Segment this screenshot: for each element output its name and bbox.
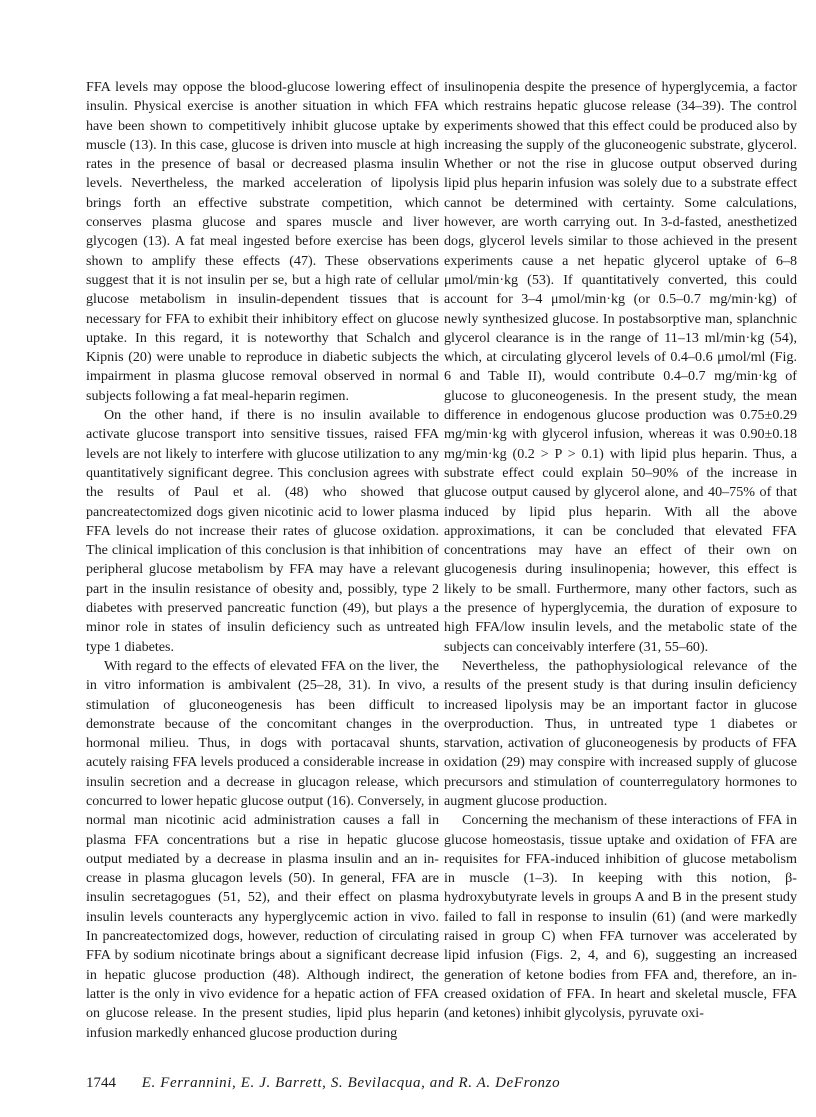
paragraph: On the other hand, if there is no insulin available to activate glucose transport into sensitive tissues, raised FFA levels are not likely to interfere with glucose utilization to any quantitatively significant degree. This conclusion agrees with the results of Paul et al. (48) who showed that pancreatectomized dogs given nicotinic acid to lower plasma FFA levels do not increase their rates of glucose oxidation. The clinical implication of this conclusion is that inhibition of peripheral glucose metabolism by FFA may have a relevant part in the insulin resistance of obesity and, possibly, type 2 diabetes with preserved pancreatic function (49), but plays a minor role in states of insulin deficiency such as untreated type 1 diabetes.: [86, 407, 439, 655]
page-footer: [86, 1075, 786, 1092]
running-authors: E. Ferrannini, E. J. Barrett, S. Bevilacqua, and R. A. DeFronzo: [141, 1075, 561, 1091]
paragraph: FFA levels may oppose the blood-glucose lowering effect of insulin. Physical exercise is another situation in which FFA have been shown to competitively inhibit glucose uptake by muscle (13). In this case, glucose is driven into muscle at high rates in the presence of basal or decreased plasma insulin levels. Nevertheless, the marked acceleration of lipolysis brings forth an effective substrate competition, which conserves plasma glucose and spares muscle and liver glycogen (13). A fat meal ingested before exercise has been shown to amplify these effects (47). These observations suggest that it is not insulin per se, but a high rate of cellular glucose metabolism in insulin-dependent tissues that is necessary for FFA to exhibit their inhibitory effect on glucose uptake. In this regard, it is noteworthy that Schalch and Kipnis (20) were unable to reproduce in diabetic subjects the impairment in plasma glucose removal observed in normal subjects following a fat meal-heparin regimen.: [86, 79, 439, 404]
page-number: 1744: [86, 1075, 116, 1091]
paragraph: Nevertheless, the pathophysiological relevance of the results of the present study is that during insulin deficiency increased lipolysis may be an important factor in glucose overproduction. Thus, in untreated type 1 diabetes or starvation, activation of gluconeogenesis by products of FFA oxidation (29) may conspire with increased supply of glucose precursors and stimulation of counterregulatory hormones to augment glucose production.: [444, 657, 797, 809]
paragraph: Concerning the mechanism of these interactions of FFA in glucose homeostasis, tissue uptake and oxidation of FFA are requisites for FFA-induced inhibition of glucose metabolism in muscle (1–3). In keeping with this notion, β-hydroxybutyrate levels in groups A and B in the present study failed to fall in response to insulin (61) (and were markedly raised in group C) when FFA turnover was accelerated by lipid infusion (Figs. 2, 4, and 6), suggesting an increased generation of ketone bodies from FFA and, therefore, an increased oxidation of FFA. In heart and skeletal muscle, FFA (and ketones) inhibit glycolysis, pyruvate oxi-: [444, 812, 797, 1022]
paragraph: insulinopenia despite the presence of hyperglycemia, a factor which restrains hepatic glucose release (34–39). The control experiments showed that this effect could be produced also by increasing the supply of the gluconeogenic substrate, glycerol. Whether or not the rise in glucose output observed during lipid plus heparin infusion was solely due to a substrate effect cannot be determined with certainty. Some calculations, however, are worth carrying out. In 3-d-fasted, anesthetized dogs, glycerol levels similar to those achieved in the present experiments cause a net hepatic glycerol uptake of 6–8 μmol/min·kg (53). If quantitatively converted, this could account for 3–4 μmol/min·kg (or 0.5–0.7 mg/min·kg) of newly synthesized glucose. In postabsorptive man, splanchnic glycerol clearance is in the range of 11–13 ml/min·kg (54), which, at circulating glycerol levels of 0.4–0.6 μmol/ml (Fig. 6 and Table II), would contribute 0.4–0.7 mg/min·kg of glucose to gluconeogenesis. In the present study, the mean difference in endogenous glucose production was 0.75±0.29 mg/min·kg with glycerol infusion, whereas it was 0.90±0.18 mg/min·kg (0.2 > P > 0.1) with lipid plus heparin. Thus, a substrate effect could explain 50–90% of the increase in glucose output caused by glycerol alone, and 40–75% of that induced by lipid plus heparin. With all the above approximations, it can be concluded that elevated FFA concentrations may have an effect of their own on glucogenesis during insulinopenia; however, this effect is likely to be small. Furthermore, many other factors, such as the presence of hyperglycemia, the duration of exposure to high FFA/low insulin levels, and the metabolic state of the subjects can conceivably interfere (31, 55–60).: [444, 79, 797, 655]
left-column: [86, 78, 439, 1043]
right-column: [444, 78, 797, 1024]
paragraph: With regard to the effects of elevated FFA on the liver, the in vitro information is ambivalent (25–28, 31). In vivo, a stimulation of gluconeogenesis has been difficult to demonstrate because of the concomitant changes in the hormonal milieu. Thus, in dogs with portacaval shunts, acutely raising FFA levels produced a considerable increase in insulin secretion and a decrease in glucagon release, which concurred to lower hepatic glucose output (16). Conversely, in normal man nicotinic acid administration causes a fall in plasma FFA concentrations but a rise in hepatic glucose output mediated by a decrease in plasma insulin and an increase in plasma glucagon levels (50). In general, FFA are insulin secretagogues (51, 52), and their effect on plasma insulin levels counteracts any hyperglycemic action in vivo. In pancreatectomized dogs, however, reduction of circulating FFA by sodium nicotinate brings about a significant decrease in hepatic glucose production (48). Although indirect, the latter is the only in vivo evidence for a hepatic action of FFA on glucose release. In the present studies, lipid plus heparin infusion markedly enhanced glucose production during: [86, 657, 439, 1041]
